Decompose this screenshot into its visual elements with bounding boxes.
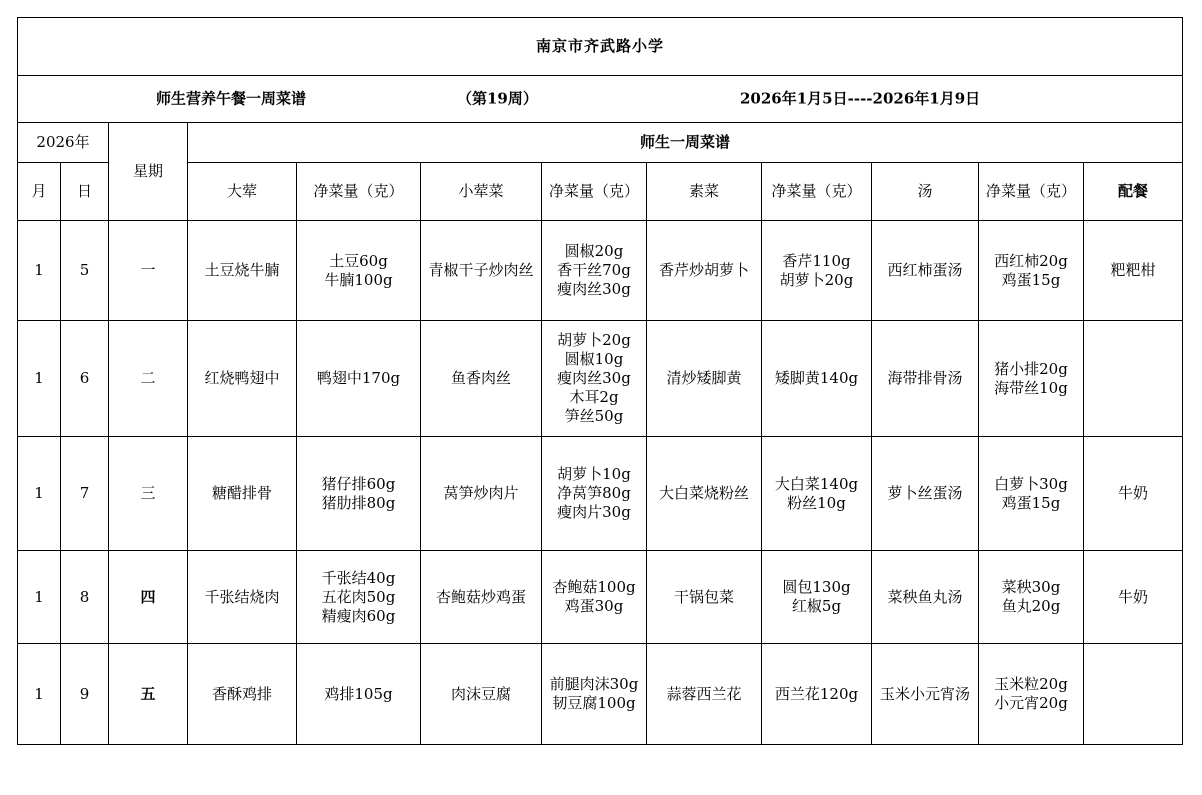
veg-qty-cell	[762, 437, 872, 551]
weekday-cell: 三	[109, 437, 188, 551]
soup-qty-cell	[979, 321, 1084, 437]
column-header-side-dish: 小荤菜	[421, 163, 542, 221]
table-row	[18, 437, 1183, 551]
vegetable-cell: 香芹炒胡萝卜	[647, 221, 762, 321]
side-qty-cell	[542, 221, 647, 321]
extra-cell: 牛奶	[1084, 551, 1183, 644]
main-dish-cell: 糖醋排骨	[188, 437, 297, 551]
menu-subtitle-row	[18, 76, 1183, 123]
qty-line: 粉丝10g	[787, 493, 846, 512]
main-qty-cell	[297, 321, 421, 437]
qty-line: 大白菜140g	[774, 474, 859, 493]
side-qty-cell	[542, 644, 647, 745]
column-header-veg-qty: 净菜量（克）	[762, 163, 872, 221]
qty-line: 菜秧30g	[1001, 578, 1061, 596]
year-header: 2026年	[18, 123, 109, 163]
soup-cell: 海带排骨汤	[872, 321, 979, 437]
qty-line: 猪肋排80g	[321, 493, 396, 512]
soup-qty-cell	[979, 551, 1084, 644]
vegetable-cell: 蒜蓉西兰花	[647, 644, 762, 745]
column-header-main-dish: 大荤	[188, 163, 297, 221]
qty-line: 玉米粒20g	[994, 675, 1068, 693]
day-cell: 7	[61, 437, 109, 551]
month-cell: 1	[18, 551, 61, 644]
soup-cell: 西红柿蛋汤	[872, 221, 979, 321]
qty-line: 鸡蛋15g	[1001, 493, 1061, 512]
qty-line: 白萝卜30g	[994, 474, 1068, 493]
side-qty-cell	[542, 551, 647, 644]
weekday-header: 星期	[109, 123, 188, 221]
extra-cell: 粑粑柑	[1084, 221, 1183, 321]
soup-qty-cell	[979, 644, 1084, 745]
column-header-soup-qty: 净菜量（克）	[979, 163, 1084, 221]
main-dish-cell: 土豆烧牛腩	[188, 221, 297, 321]
qty-line: 牛腩100g	[324, 270, 393, 289]
month-cell: 1	[18, 437, 61, 551]
side-dish-cell: 肉沫豆腐	[421, 644, 542, 745]
table-row	[18, 221, 1183, 321]
qty-line: 精瘦肉60g	[321, 606, 396, 625]
soup-qty-cell	[979, 221, 1084, 321]
qty-line: 胡萝卜20g	[557, 331, 631, 349]
qty-line: 矮脚黄140g	[774, 369, 859, 387]
qty-line: 西红柿20g	[994, 251, 1068, 270]
column-header-main-qty: 净菜量（克）	[297, 163, 421, 221]
column-header-side-qty: 净菜量（克）	[542, 163, 647, 221]
extra-cell	[1084, 644, 1183, 745]
month-cell: 1	[18, 321, 61, 437]
qty-line: 鱼丸20g	[1001, 597, 1061, 615]
column-header-extra: 配餐	[1084, 163, 1183, 221]
month-cell: 1	[18, 644, 61, 745]
qty-line: 小元宵20g	[994, 694, 1068, 712]
day-cell: 5	[61, 221, 109, 321]
day-cell: 9	[61, 644, 109, 745]
month-header: 月	[18, 163, 61, 221]
week-number: （第19周）	[457, 89, 538, 108]
qty-line: 前腿肉沫30g	[549, 675, 639, 693]
soup-qty-cell	[979, 437, 1084, 551]
side-dish-cell: 莴笋炒肉片	[421, 437, 542, 551]
qty-line: 西兰花120g	[774, 684, 859, 703]
qty-line: 鸡蛋15g	[1001, 270, 1061, 289]
qty-line: 猪小排20g	[994, 359, 1068, 378]
column-header-soup: 汤	[872, 163, 979, 221]
qty-line: 鸭翅中170g	[316, 369, 401, 387]
day-cell: 6	[61, 321, 109, 437]
qty-line: 鸡排105g	[324, 684, 393, 703]
side-qty-cell	[542, 321, 647, 437]
table-row	[18, 321, 1183, 437]
main-qty-cell	[297, 551, 421, 644]
qty-line: 香芹110g	[782, 251, 851, 270]
qty-line: 红椒5g	[791, 597, 842, 615]
date-range: 2026年1月5日----2026年1月9日	[740, 89, 981, 108]
table-row	[18, 644, 1183, 745]
soup-cell: 萝卜丝蛋汤	[872, 437, 979, 551]
weekday-cell: 四	[109, 551, 188, 644]
qty-line: 土豆60g	[329, 251, 388, 270]
soup-cell: 菜秧鱼丸汤	[872, 551, 979, 644]
qty-line: 瘦肉丝30g	[557, 280, 631, 298]
month-cell: 1	[18, 221, 61, 321]
qty-line: 五花肉50g	[321, 587, 396, 606]
qty-line: 笋丝50g	[564, 407, 624, 425]
qty-line: 圆椒10g	[564, 350, 624, 368]
veg-qty-cell	[762, 221, 872, 321]
soup-cell: 玉米小元宵汤	[872, 644, 979, 745]
qty-line: 猪仔排60g	[321, 474, 396, 493]
qty-line: 胡萝卜10g	[557, 465, 631, 483]
day-header: 日	[61, 163, 109, 221]
main-dish-cell: 千张结烧肉	[188, 551, 297, 644]
main-qty-cell	[297, 437, 421, 551]
extra-cell	[1084, 321, 1183, 437]
qty-line: 千张结40g	[321, 568, 396, 587]
qty-line: 海带丝10g	[994, 378, 1068, 397]
veg-qty-cell	[762, 551, 872, 644]
qty-line: 香干丝70g	[557, 261, 631, 279]
side-dish-cell: 青椒干子炒肉丝	[421, 221, 542, 321]
qty-line: 圆包130g	[782, 578, 851, 596]
side-dish-cell: 杏鲍菇炒鸡蛋	[421, 551, 542, 644]
main-dish-cell: 香酥鸡排	[188, 644, 297, 745]
main-dish-cell: 红烧鸭翅中	[188, 321, 297, 437]
qty-line: 韧豆腐100g	[552, 694, 636, 712]
side-qty-cell	[542, 437, 647, 551]
qty-line: 瘦肉丝30g	[557, 369, 631, 387]
column-header-vegetable: 素菜	[647, 163, 762, 221]
qty-line: 胡萝卜20g	[779, 270, 854, 289]
weekday-cell: 五	[109, 644, 188, 745]
main-qty-cell	[297, 221, 421, 321]
qty-line: 圆椒20g	[564, 242, 624, 260]
weekly-menu-table	[17, 17, 1183, 745]
menu-header: 师生一周菜谱	[188, 123, 1183, 163]
day-cell: 8	[61, 551, 109, 644]
qty-line: 杏鲍菇100g	[552, 578, 636, 596]
table-row	[18, 551, 1183, 644]
school-title: 南京市齐武路小学	[18, 18, 1183, 76]
main-qty-cell	[297, 644, 421, 745]
vegetable-cell: 干锅包菜	[647, 551, 762, 644]
qty-line: 瘦肉片30g	[557, 503, 631, 521]
qty-line: 鸡蛋30g	[564, 597, 624, 615]
qty-line: 净莴笋80g	[557, 484, 631, 502]
weekday-cell: 二	[109, 321, 188, 437]
veg-qty-cell	[762, 321, 872, 437]
extra-cell: 牛奶	[1084, 437, 1183, 551]
menu-name: 师生营养午餐一周菜谱	[156, 89, 307, 108]
side-dish-cell: 鱼香肉丝	[421, 321, 542, 437]
qty-line: 木耳2g	[569, 388, 619, 406]
weekday-cell: 一	[109, 221, 188, 321]
vegetable-cell: 大白菜烧粉丝	[647, 437, 762, 551]
veg-qty-cell	[762, 644, 872, 745]
vegetable-cell: 清炒矮脚黄	[647, 321, 762, 437]
